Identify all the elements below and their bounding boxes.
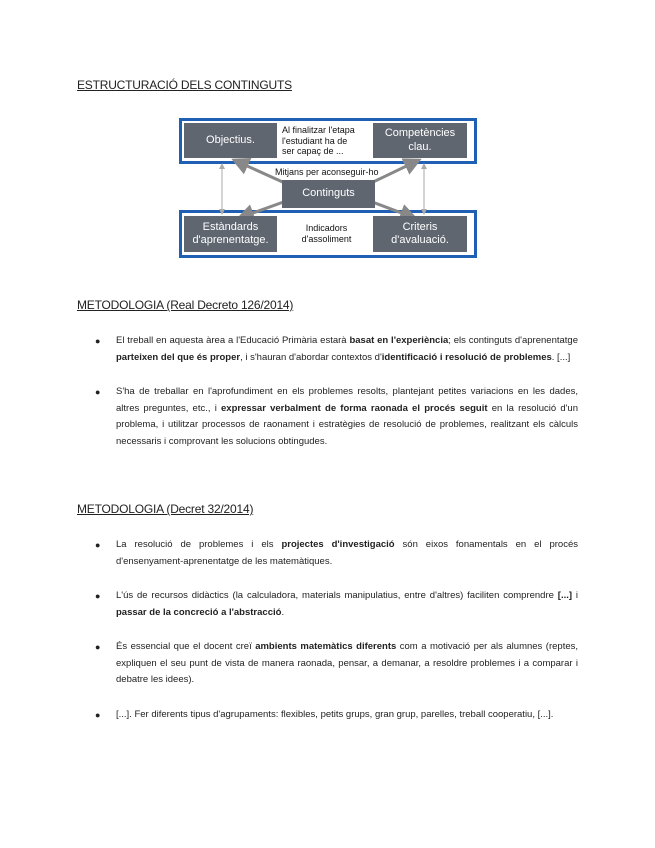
text-run: ; els continguts d'aprenentatge	[448, 335, 578, 346]
bullet-icon: ●	[95, 709, 101, 720]
key-competences-box: Competències clau.	[373, 123, 467, 158]
text-run: , i s'hauran d'abordar contextos d'	[240, 351, 382, 363]
text-run: El treball en aquesta àrea a l'Educació Primària estarà	[116, 335, 350, 346]
bullet-icon: ●	[95, 642, 101, 652]
section-heading-methodology-decret: METODOLOGIA (Decret 32/2014)	[77, 502, 254, 516]
bold-text: basat en l'experiència	[349, 335, 449, 346]
content-structure-diagram	[179, 118, 477, 260]
text-run: La resolució de problemes i els	[116, 539, 282, 550]
list-item	[95, 639, 578, 689]
text-run: . [...]	[551, 351, 571, 363]
bold-text: expressar verbalment de forma raonada el procés seguit	[221, 402, 488, 414]
bullet-icon: ●	[95, 336, 101, 346]
means-label: Mitjans per aconseguir-ho	[275, 167, 379, 177]
text-run: [...]. Fer diferents tipus d'agrupaments: flexibles, petits grups, gran grup, parelles, treball cooperatiu, [...].	[116, 708, 554, 720]
list-item	[95, 333, 578, 366]
contents-box: Continguts	[282, 180, 375, 208]
stage-end-text: Al finalitzar l'etapa l'estudiant ha de ser capaç de ...	[282, 125, 355, 157]
text-run: L'ús de recursos didàctics (la calculadora, materials manipulatius, entre d'altres) faciliten comprendre	[116, 590, 558, 601]
evaluation-criteria-box: Criteris d'avaluació.	[373, 216, 467, 252]
text-run: És essencial que el docent creï	[116, 641, 256, 652]
learning-standards-box: Estàndards d'aprenentatge.	[184, 216, 277, 252]
list-item	[95, 537, 578, 570]
bold-text: parteixen del que és proper	[116, 351, 241, 363]
bullet-icon: ●	[95, 387, 101, 397]
methodology-decret-list	[95, 537, 578, 741]
text-run: i	[572, 590, 579, 601]
bullet-icon: ●	[95, 540, 101, 550]
text-run: són eixos fonamentals en el procés d'ensenyament-aprenentatge de les matemàtiques.	[116, 539, 578, 567]
text-run: S'ha de treballar en l'aprofundiment en els problemes resolts, plantejant petites variacions en les dades, altres preguntes, etc., i	[116, 386, 578, 414]
achievement-indicators-text: Indicadors d'assoliment	[301, 223, 352, 244]
text-run: .	[281, 606, 285, 618]
objectives-box: Objectius.	[184, 123, 277, 158]
list-item	[95, 707, 578, 724]
section-heading-methodology-rd: METODOLOGIA (Real Decreto 126/2014)	[77, 298, 294, 312]
list-item	[95, 384, 578, 450]
list-item	[95, 588, 578, 621]
section-heading-structure: ESTRUCTURACIÓ DELS CONTINGUTS	[77, 78, 292, 92]
bold-text: [...]	[557, 590, 573, 601]
text-run: com a motivació per als alumnes (reptes, expliquen el seu punt de vista de manera raonada, pensar, a demanar, a resoldre problemes i a comparar i debatre les idees).	[116, 641, 578, 685]
text-run: en la resolució d'un problema, i utilitzar processos de raonament i estratègies de resolució de problemes, realitzant els càlculs necessaris i comprovant les solucions obtingudes.	[116, 402, 578, 447]
bold-text: ambients matemàtics diferents	[255, 641, 397, 652]
bold-text: passar de la concreció a l'abstracció	[116, 606, 282, 618]
bullet-icon: ●	[95, 591, 101, 601]
bold-text: projectes d'investigació	[281, 539, 395, 550]
methodology-rd-list	[95, 333, 578, 468]
bold-text: identificació i resolució de problemes	[381, 351, 552, 363]
